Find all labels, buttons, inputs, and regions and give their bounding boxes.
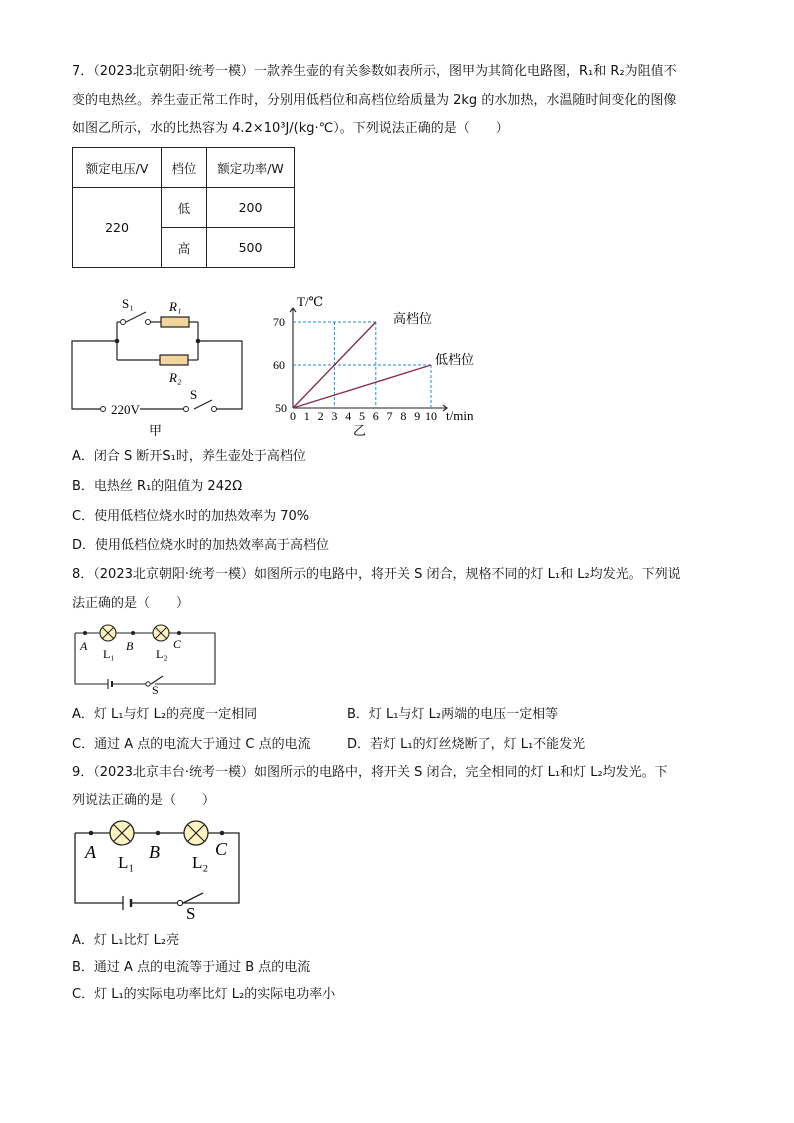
x-tick-label-5: 5 — [359, 409, 365, 423]
table-cell-level-low: 低 — [162, 188, 207, 228]
q9-stem-line1: 9．（2023北京丰台·统考一模）如图所示的电路中，将开关 S 闭合，完全相同的灯 L₁和灯 L₂均发光。下 — [72, 765, 668, 780]
chart-xlabel: t/min — [446, 408, 474, 423]
x-tick-label-6: 6 — [372, 409, 379, 423]
q9-label-l2: L₂ — [192, 853, 209, 872]
x-tick-label-3: 3 — [331, 409, 338, 423]
q7-option-c: C．使用低档位烧水时的加热效率为 70% — [72, 509, 310, 524]
label-r1: R₁ — [169, 299, 182, 314]
label-s: S — [190, 387, 198, 402]
q7-parameter-table — [72, 147, 295, 268]
legend-high: 高档位 — [393, 312, 433, 327]
q9-label-a: A — [85, 842, 96, 862]
q8-circuit-diagram — [68, 620, 228, 695]
y-tick-label-60: 60 — [273, 358, 285, 372]
q7-temperature-chart-yi — [265, 290, 495, 440]
table-cell-power-high: 500 — [207, 228, 295, 268]
x-tick-label-4: 4 — [345, 409, 352, 423]
q8-option-a: A．灯 L₁与灯 L₂的亮度一定相同 — [72, 707, 258, 722]
q8-label-l2: L₂ — [156, 647, 168, 661]
q8-stem-line1: 8．（2023北京朝阳·统考一模）如图所示的电路中，将开关 S 闭合，规格不同的灯 L₁和 L₂均发光。下列说 — [72, 567, 681, 582]
table-cell-voltage: 220 — [73, 188, 162, 268]
q8-label-a: A — [80, 639, 88, 653]
q7-option-d: D．使用低档位烧水时的加热效率高于高档位 — [72, 538, 330, 553]
q7-option-b: B．电热丝 R₁的阻值为 242Ω — [72, 479, 243, 494]
y-tick-label-50: 50 — [275, 401, 287, 415]
q8-option-c: C．通过 A 点的电流大于通过 C 点的电流 — [72, 737, 311, 752]
q7-stem-line1: 7．（2023北京朝阳·统考一模）一款养生壶的有关参数如表所示，图甲为其简化电路图，R₁和 R₂为阻值不 — [72, 64, 677, 79]
q7-option-a: A．闭合 S 断开S₁时，养生壶处于高档位 — [72, 449, 306, 464]
q7-circuit-diagram-jia — [62, 290, 252, 440]
q9-label-s: S — [186, 904, 196, 923]
q9-label-l1: L₁ — [118, 853, 135, 872]
legend-low: 低档位 — [435, 353, 475, 368]
q9-label-c: C — [215, 839, 228, 859]
table-cell-level-high: 高 — [162, 228, 207, 268]
q8-option-b: B．灯 L₁与灯 L₂两端的电压一定相等 — [347, 707, 559, 722]
x-tick-label-1: 1 — [303, 409, 310, 423]
q8-option-d: D．若灯 L₁的灯丝烧断了，灯 L₁不能发光 — [347, 737, 586, 752]
x-tick-label-9: 9 — [414, 409, 421, 423]
label-220v: 220V — [111, 402, 140, 417]
q7-stem-line2: 变的电热丝。养生壶正常工作时，分别用低档位和高档位给质量为 2kg 的水加热，水温随时间变化的图像 — [72, 93, 677, 108]
table-header-level: 档位 — [162, 148, 207, 188]
q9-stem-line2: 列说法正确的是（ ） — [72, 793, 216, 808]
q7-stem-line3: 如图乙所示，水的比热容为 4.2×10³J/(kg·℃）。下列说法正确的是（ ） — [72, 121, 509, 136]
x-tick-label-0: 0 — [290, 409, 296, 423]
q8-label-l1: L₁ — [103, 647, 115, 661]
x-tick-label-2: 2 — [317, 409, 324, 423]
q8-label-c: C — [173, 637, 182, 651]
x-tick-label-8: 8 — [400, 409, 407, 423]
q9-option-c: C．灯 L₁的实际电功率比灯 L₂的实际电功率小 — [72, 987, 336, 1002]
chart-ylabel: T/℃ — [297, 294, 324, 309]
q9-option-a: A．灯 L₁比灯 L₂亮 — [72, 933, 180, 948]
caption-jia: 甲 — [149, 424, 163, 439]
x-tick-label-7: 7 — [386, 409, 393, 423]
q9-option-b: B．通过 A 点的电流等于通过 B 点的电流 — [72, 960, 311, 975]
q8-label-b: B — [126, 639, 134, 653]
label-s1: S₁ — [122, 296, 134, 311]
caption-yi: 乙 — [353, 424, 367, 439]
y-tick-label-70: 70 — [273, 315, 285, 329]
q8-stem-line2: 法正确的是（ ） — [72, 596, 190, 611]
x-tick-label-10: 10 — [425, 409, 437, 423]
q9-label-b: B — [149, 842, 160, 862]
label-r2: R₂ — [169, 370, 182, 385]
q9-circuit-diagram — [68, 815, 248, 925]
table-header-power: 额定功率/W — [207, 148, 295, 188]
table-header-voltage: 额定电压/V — [73, 148, 162, 188]
q8-label-s: S — [152, 683, 159, 695]
table-cell-power-low: 200 — [207, 188, 295, 228]
